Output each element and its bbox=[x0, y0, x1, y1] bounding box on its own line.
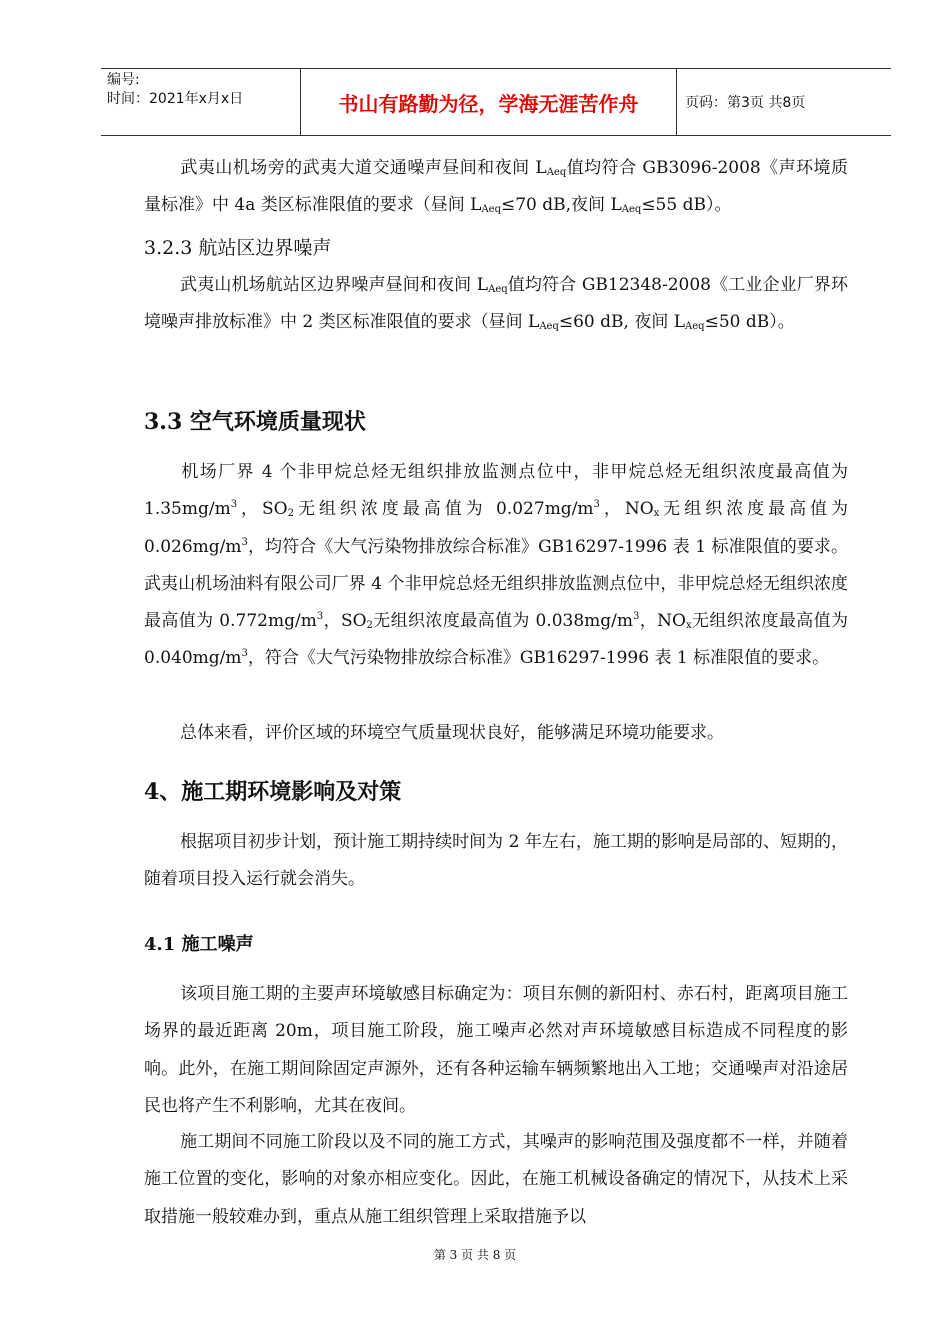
text: 武夷山机场航站区边界噪声昼间和夜间 L bbox=[180, 275, 489, 295]
text: ，均符合《大气污染物排放综合标准》GB16297-1996 表 1 标准限值的要求。武夷山机场油料有限公司厂界 4 个非甲烷总烃无组织排放监测点位中，非甲烷总烃无组织浓度最高值为 0.772mg/m bbox=[144, 536, 848, 632]
header-page-label: 页码：第3页 共8页 bbox=[685, 95, 806, 111]
text: 武夷山机场旁的武夷大道交通噪声昼间和夜间 L bbox=[180, 158, 547, 178]
paragraph-noise-targets bbox=[144, 976, 848, 1125]
superscript: 3 bbox=[593, 499, 600, 511]
superscript: 3 bbox=[316, 611, 324, 623]
page-header bbox=[101, 68, 891, 136]
paragraph-construction-period bbox=[144, 824, 848, 899]
text: 值均符合 GB12348-2008《工业企业厂界环境噪声排放标准》中 2 类区标准限值的要求（昼间 L bbox=[144, 275, 848, 333]
superscript: 3 bbox=[241, 648, 248, 660]
text: ，SO bbox=[323, 611, 367, 632]
subscript: Aeq bbox=[546, 167, 567, 178]
text: ，SO bbox=[237, 499, 288, 520]
text: ，NO bbox=[639, 611, 686, 632]
paragraph-traffic-noise bbox=[144, 150, 848, 225]
section-heading-4: 4、施工期环境影响及对策 bbox=[144, 779, 402, 805]
text: 该项目施工期的主要声环境敏感目标确定为：项目东侧的新阳村、赤石村，距离项目施工场界的最近距离 20m，项目施工阶段，施工噪声必然对声环境敏感目标造成不同程度的影响。此外，在施工期间除固定声源外，还有各种运输车辆频繁地出入工地；交通噪声对沿途居民也将产生不利影响，尤其在夜间。 bbox=[144, 984, 848, 1116]
header-motto: 书山有路勤为径，学海无涯苦作舟 bbox=[301, 69, 677, 135]
doc-number-label: 编号: bbox=[107, 72, 140, 88]
text: ，NO bbox=[599, 499, 654, 520]
text: 总体来看，评价区域的环境空气质量现状良好，能够满足环境功能要求。 bbox=[180, 723, 724, 743]
section-heading-4-1: 4.1 施工噪声 bbox=[144, 934, 254, 955]
subscript: Aeq bbox=[481, 204, 501, 216]
text: 无组织浓度最高值为 0.026mg/m bbox=[144, 499, 849, 557]
subscript: 2 bbox=[366, 620, 373, 632]
subscript: Aeq bbox=[539, 321, 559, 333]
text: 施工期间不同施工阶段以及不同的施工方式，其噪声的影响范围及强度都不一样，并随着施工位置的变化，影响的对象亦相应变化。因此，在施工机械设备确定的情况下，从技术上采取措施一般较难办到，重点从施工组织管理上采取措施予以 bbox=[144, 1132, 848, 1227]
subscript: Aeq bbox=[488, 284, 508, 295]
text: ≤60 dB, 夜间 L bbox=[558, 312, 686, 333]
text: ≤70 dB,夜间 L bbox=[501, 195, 622, 216]
subscript: Aeq bbox=[685, 321, 705, 333]
paragraph-air-quality bbox=[144, 454, 848, 678]
text: ≤55 dB）。 bbox=[641, 195, 732, 216]
superscript: 3 bbox=[241, 536, 248, 548]
paragraph-air-summary bbox=[144, 715, 848, 752]
subscript: x bbox=[685, 620, 692, 632]
section-heading-3-3: 3.3 空气环境质量现状 bbox=[144, 409, 366, 435]
section-heading-3-2-3: 3.2.3 航站区边界噪声 bbox=[144, 237, 332, 259]
superscript: 3 bbox=[633, 611, 640, 623]
text: 机场厂界 4 个非甲烷总烃无组织排放监测点位中，非甲烷总烃无组织浓度最高值为 1.35mg/m bbox=[144, 462, 848, 520]
subscript: 2 bbox=[287, 508, 294, 520]
paragraph-boundary-noise bbox=[144, 267, 848, 342]
text: 根据项目初步计划，预计施工期持续时间为 2 年左右，施工期的影响是局部的、短期的，随着项目投入运行就会消失。 bbox=[144, 832, 848, 890]
text: 无组织浓度最高值为 0.040mg/m bbox=[144, 611, 849, 669]
text: ≤50 dB）。 bbox=[704, 312, 795, 333]
subscript: x bbox=[653, 508, 660, 520]
page-footer: 第 3 页 共 8 页 bbox=[433, 1248, 517, 1262]
text: 值均符合 GB3096-2008《声环境质量标准》中 4a 类区标准限值的要求（昼间 L bbox=[144, 158, 848, 216]
header-meta bbox=[101, 69, 301, 135]
text: ，符合《大气污染物排放综合标准》GB16297-1996 表 1 标准限值的要求。 bbox=[247, 648, 830, 669]
doc-time-label: 时间：2021年x月x日 bbox=[107, 91, 244, 107]
text: 无组织浓度最高值为 0.038mg/m bbox=[372, 611, 634, 632]
text: 无组织浓度最高值为 0.027mg/m bbox=[293, 499, 594, 520]
paragraph-noise-measures bbox=[144, 1124, 848, 1236]
superscript: 3 bbox=[230, 499, 238, 511]
subscript: Aeq bbox=[621, 204, 642, 216]
